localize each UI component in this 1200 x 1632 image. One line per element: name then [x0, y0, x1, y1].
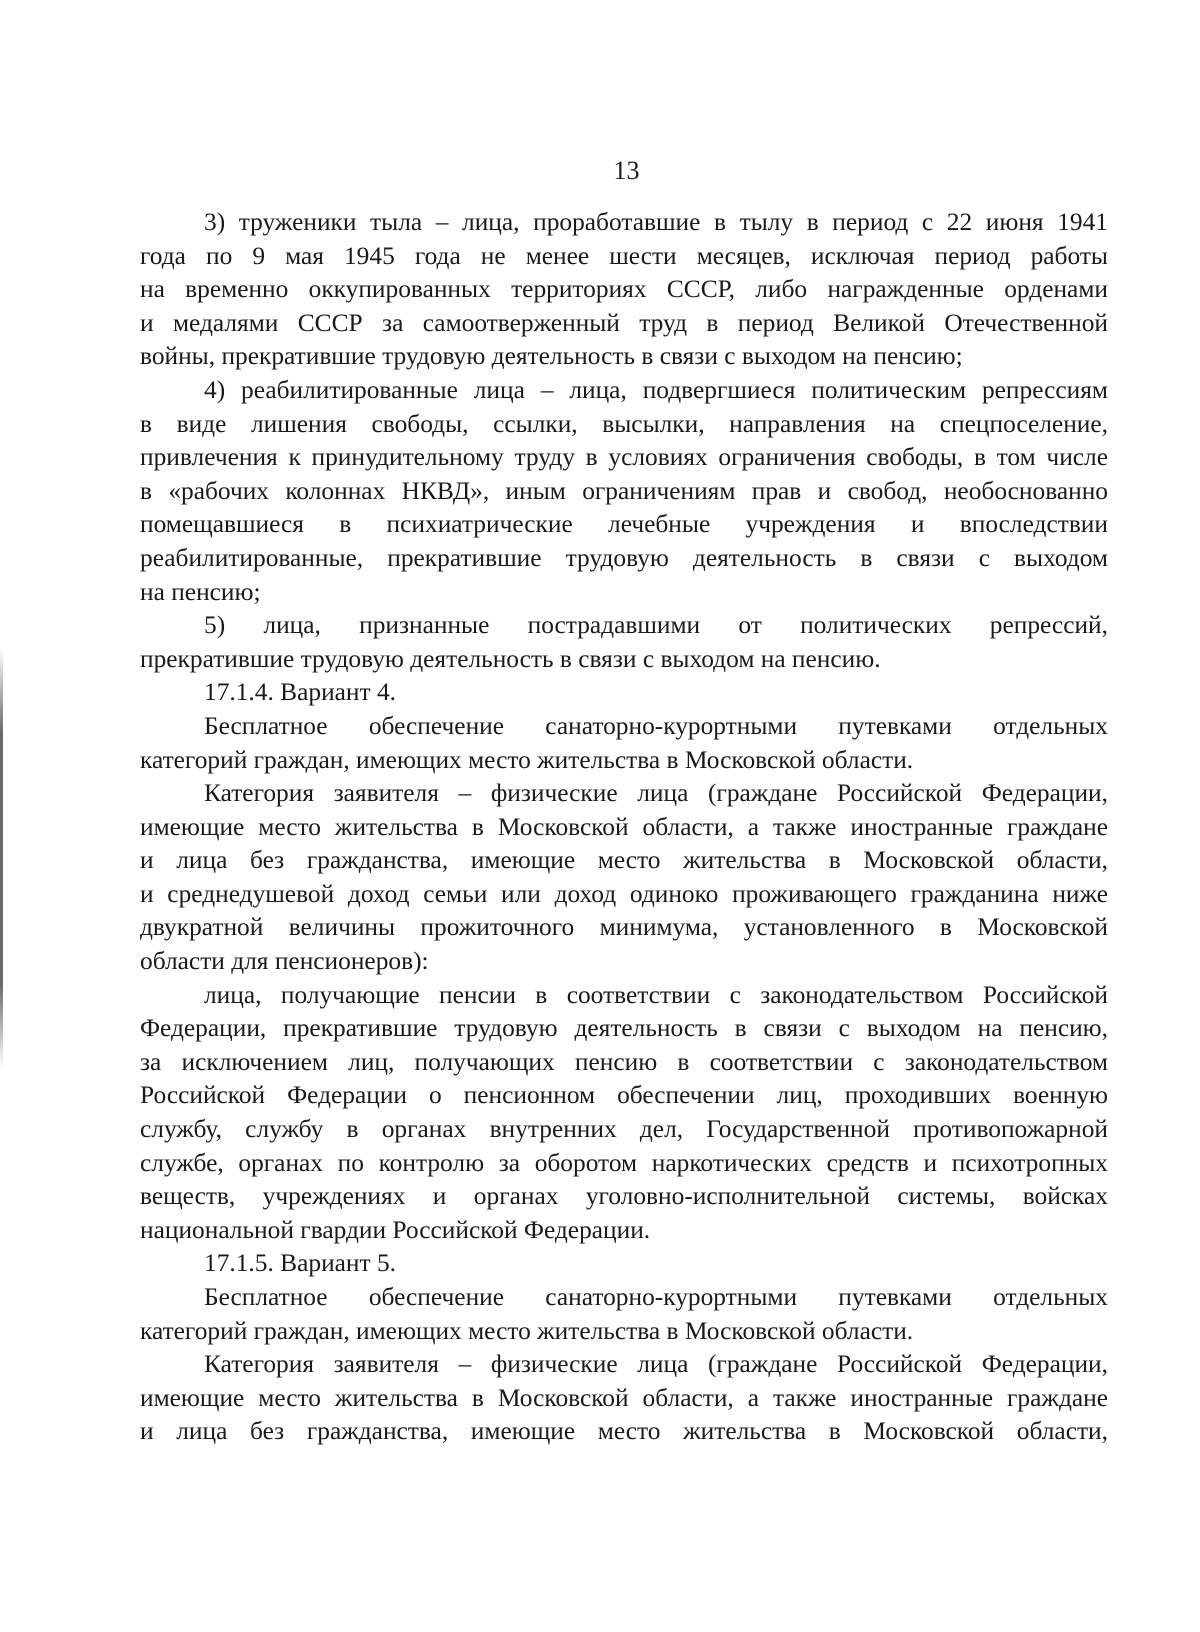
text-line: области для пенсионеров):	[140, 947, 429, 976]
text-line: за исключением лиц, получающих пенсию в соответствии с законодательством	[140, 1047, 1108, 1076]
text-line: и среднедушевой доход семьи или доход одиноко проживающего гражданина ниже	[140, 879, 1108, 908]
text-line: в «рабочих колоннах НКВД», иным ограничениям прав и свобод, необоснованно	[140, 476, 1108, 505]
text-line: года по 9 мая 1945 года не менее шести месяцев, исключая период работы	[140, 241, 1108, 270]
paragraph	[140, 206, 1108, 374]
text-line: Федерации, прекратившие трудовую деятельность в связи с выходом на пенсию,	[140, 1014, 1108, 1043]
text-line: на пенсию;	[140, 577, 261, 606]
text-line: Категория заявителя – физические лица (граждане Российской Федерации,	[204, 1350, 1108, 1379]
text-line: службе, органах по контролю за оборотом наркотических средств и психотропных	[140, 1148, 1108, 1177]
paragraph	[140, 609, 1108, 676]
paragraph	[140, 676, 1108, 710]
text-line: категорий граждан, имеющих место жительства в Московской области.	[140, 745, 914, 774]
text-line: реабилитированные, прекратившие трудовую деятельность в связи с выходом	[140, 543, 1108, 572]
text-line: 4) реабилитированные лица – лица, подвергшиеся политическим репрессиям	[204, 375, 1108, 404]
paragraph	[140, 374, 1108, 609]
text-line: категорий граждан, имеющих место жительства в Московской области.	[140, 1316, 914, 1345]
paragraph	[140, 710, 1108, 777]
text-line: Российской Федерации о пенсионном обеспечении лиц, проходивших военную	[140, 1081, 1108, 1110]
text-line: привлечения к принудительному труду в условиях ограничения свободы, в том числе	[140, 443, 1108, 472]
text-line: национальной гвардии Российской Федерации.	[140, 1215, 651, 1244]
paragraph	[140, 777, 1108, 979]
text-line: Категория заявителя – физические лица (граждане Российской Федерации,	[204, 779, 1108, 808]
document-body	[140, 206, 1108, 1449]
text-line: имеющие место жительства в Московской области, а также иностранные граждане	[140, 1383, 1108, 1412]
text-line: двукратной величины прожиточного минимума, установленного в Московской	[140, 913, 1108, 942]
paragraph	[140, 1247, 1108, 1281]
text-line: 17.1.5. Вариант 5.	[204, 1249, 397, 1278]
text-line: Бесплатное обеспечение санаторно-курортными путевками отдельных	[204, 1283, 1108, 1311]
page-number: 13	[613, 156, 640, 185]
text-line: и лица без гражданства, имеющие место жительства в Московской области,	[140, 846, 1108, 875]
text-line: войны, прекратившие трудовую деятельность в связи с выходом на пенсию;	[140, 342, 963, 371]
text-line: 17.1.4. Вариант 4.	[204, 678, 397, 707]
text-line: 5) лица, признанные пострадавшими от политических репрессий,	[204, 611, 1108, 640]
text-line: 3) труженики тыла – лица, проработавшие в тылу в период с 22 июня 1941	[204, 208, 1108, 236]
scan-edge-shadow	[0, 648, 3, 1068]
text-line: помещавшиеся в психиатрические лечебные учреждения и впоследствии	[140, 510, 1108, 539]
text-line: Бесплатное обеспечение санаторно-курортными путевками отдельных	[204, 711, 1108, 740]
text-line: прекратившие трудовую деятельность в связи с выходом на пенсию.	[140, 644, 881, 673]
paragraph	[140, 1348, 1108, 1449]
text-line: в виде лишения свободы, ссылки, высылки, направления на спецпоселение,	[140, 409, 1108, 438]
text-line: веществ, учреждениях и органах уголовно-исполнительной системы, войсках	[140, 1182, 1108, 1211]
text-line: службу, службу в органах внутренних дел, Государственной противопожарной	[140, 1115, 1108, 1144]
text-line: и лица без гражданства, имеющие место жительства в Московской области,	[140, 1417, 1108, 1446]
text-line: и медалями СССР за самоотверженный труд в период Великой Отечественной	[140, 308, 1108, 337]
text-line: лица, получающие пенсии в соответствии с законодательством Российской	[204, 980, 1108, 1009]
paragraph	[140, 1281, 1108, 1348]
paragraph	[140, 979, 1108, 1248]
text-line: на временно оккупированных территориях СССР, либо награжденные орденами	[140, 275, 1108, 304]
text-line: имеющие место жительства в Московской области, а также иностранные граждане	[140, 812, 1108, 841]
